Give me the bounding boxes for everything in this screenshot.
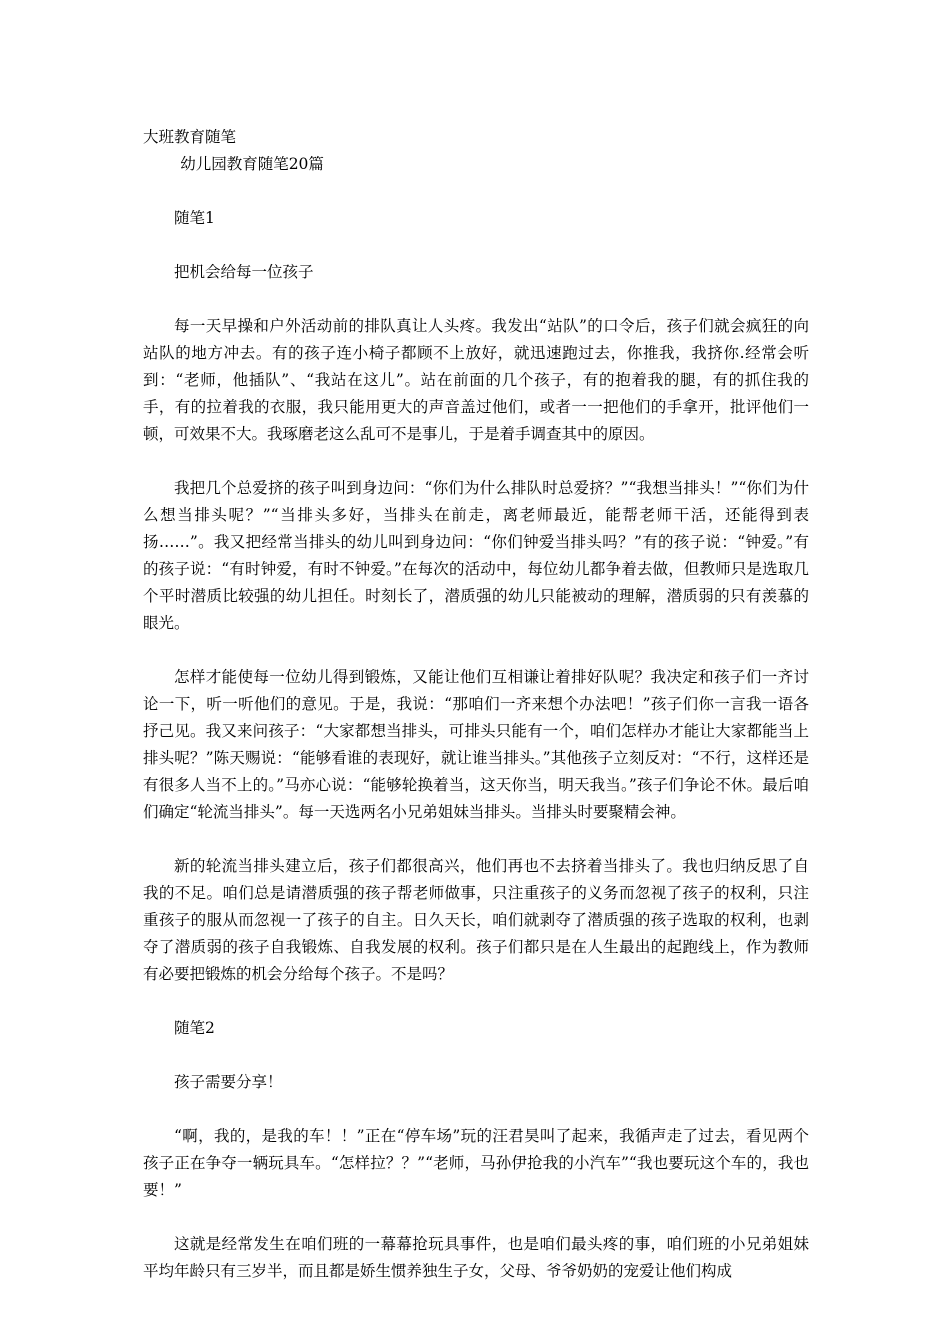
essay-2-paragraph: “啊，我的，是我的车！！”正在“停车场”玩的汪君昊叫了起来，我循声走了过去，看见两个孩子正在争夺一辆玩具车。“怎样拉？？”“老师，马孙伊抢我的小汽车”“我也要玩这个车的，我也要！” bbox=[143, 1127, 809, 1199]
essay-2-paragraph: 这就是经常发生在咱们班的一幕幕抢玩具事件，也是咱们最头疼的事，咱们班的小兄弟姐妹平均年龄只有三岁半，而且都是娇生惯养独生子女，父母、爷爷奶奶的宠爱让他们构成 bbox=[143, 1235, 809, 1280]
essay-1-paragraph: 我把几个总爱挤的孩子叫到身边问：“你们为什么排队时总爱挤？”“我想当排头！”“你们为什么想当排头呢？”“当排头多好，当排头在前走，离老师最近，能帮老师干活，还能得到表扬……”。我又把经常当排头的幼儿叫到身边问：“你们钟爱当排头吗？”有的孩子说：“钟爱。”有的孩子说：“有时钟爱，有时不钟爱。”在每次的活动中，每位幼儿都争着去做，但教师只是选取几个平时潜质比较强的幼儿担任。时刻长了，潜质强的幼儿只能被动的理解，潜质弱的只有羡慕的眼光。 bbox=[143, 479, 809, 632]
essay-2-label: 随笔2 bbox=[174, 1019, 215, 1037]
essay-1-paragraph: 新的轮流当排头建立后，孩子们都很高兴，他们再也不去挤着当排头了。我也归纳反思了自我的不足。咱们总是请潜质强的孩子帮老师做事，只注重孩子的义务而忽视了孩子的权利，只注重孩子的服从而忽视一了孩子的自主。日久天长，咱们就剥夺了潜质强的孩子选取的权利，也剥夺了潜质弱的孩子自我锻炼、自我发展的权利。孩子们都只是在人生最出的起跑线上，作为教师有必要把锻炼的机会分给每个孩子。不是吗？ bbox=[143, 857, 809, 983]
document-subtitle: 幼儿园教育随笔20篇 bbox=[180, 155, 324, 173]
essay-1-heading: 把机会给每一位孩子 bbox=[174, 263, 314, 281]
essay-1-label: 随笔1 bbox=[174, 209, 215, 227]
document-title: 大班教育随笔 bbox=[143, 128, 237, 146]
essay-2-heading: 孩子需要分享！ bbox=[174, 1073, 283, 1091]
essay-1-paragraph: 每一天早操和户外活动前的排队真让人头疼。我发出“站队”的口令后，孩子们就会疯狂的向站队的地方冲去。有的孩子连小椅子都顾不上放好，就迅速跑过去，你推我，我挤你.经常会听到：“老师，他插队”、“我站在这儿”。站在前面的几个孩子，有的抱着我的腿，有的抓住我的手，有的拉着我的衣服，我只能用更大的声音盖过他们，或者一一把他们的手拿开，批评他们一顿，可效果不大。我琢磨老这么乱可不是事儿，于是着手调查其中的原因。 bbox=[143, 317, 809, 443]
essay-1-paragraph: 怎样才能使每一位幼儿得到锻炼，又能让他们互相谦让着排好队呢？我决定和孩子们一齐讨论一下，听一听他们的意见。于是，我说：“那咱们一齐来想个办法吧！”孩子们你一言我一语各抒己见。我又来问孩子：“大家都想当排头，可排头只能有一个，咱们怎样办才能让大家都能当上排头呢？”陈天赐说：“能够看谁的表现好，就让谁当排头。”其他孩子立刻反对：“不行，这样还是有很多人当不上的。”马亦心说：“能够轮换着当，这天你当，明天我当。”孩子们争论不休。最后咱们确定“轮流当排头”。每一天选两名小兄弟姐妹当排头。当排头时要聚精会神。 bbox=[143, 668, 809, 821]
document-page bbox=[143, 124, 809, 1312]
